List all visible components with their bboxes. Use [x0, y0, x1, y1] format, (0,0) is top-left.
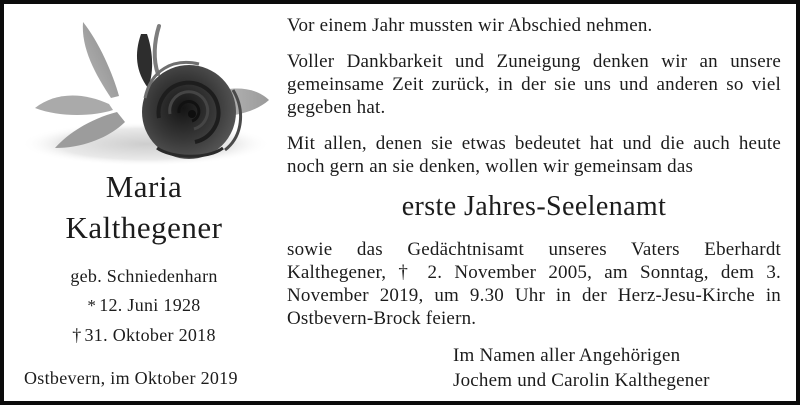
- born-symbol: *: [87, 296, 97, 315]
- closing-block: [453, 343, 781, 393]
- closing-signature: Jochem und Carolin Kalthegener: [453, 370, 710, 391]
- memorial-text-column: [287, 14, 781, 393]
- place-date-line: Ostbevern, im Oktober 2019: [24, 368, 238, 388]
- birth-date: 12. Juni 1928: [99, 295, 201, 315]
- deceased-last-name: Kalthegener: [65, 210, 223, 245]
- memorial-paragraph: Vor einem Jahr mussten wir Abschied nehmen.: [287, 15, 653, 36]
- deceased-name: [10, 166, 278, 248]
- mass-heading: erste Jahres-Seelenamt: [401, 191, 667, 222]
- death-date: 31. Oktober 2018: [84, 325, 216, 345]
- rose-photo-illustration: [10, 8, 276, 168]
- died-symbol: †: [72, 325, 82, 345]
- birth-line: [10, 295, 278, 316]
- deceased-first-name: Maria: [105, 169, 183, 204]
- memorial-paragraph: Voller Dankbarkeit und Zuneigung denken wir an unsere gemeinsame Zeit zurück, in der sie uns und anderen so viel gegeben hat.: [287, 51, 781, 118]
- memorial-paragraph: sowie das Gedächtnisamt unseres Vaters Eberhardt Kalthegener, † 2. November 2005, am Sonntag, dem 3. November 2019, um 9.30 Uhr in der Herz-Jesu-Kirche in Ostbevern-Brock feiern.: [287, 239, 781, 329]
- memorial-paragraph: Mit allen, denen sie etwas bedeutet hat und die auch heute noch gern an sie denken, wollen wir gemeinsam das: [287, 133, 781, 177]
- death-line: [10, 325, 278, 346]
- maiden-name: geb. Schniedenharn: [70, 266, 218, 286]
- rose-image: [10, 8, 276, 168]
- closing-line: Im Namen aller Angehörigen: [453, 345, 681, 366]
